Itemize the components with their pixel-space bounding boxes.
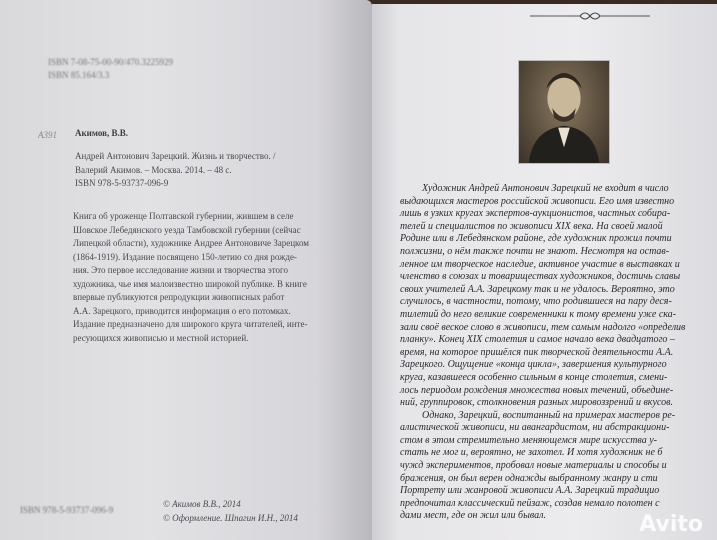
text-line: тилетий до него великие современники к тому времени уже ска- (400, 308, 677, 320)
text-line: Валерий Акимов. – Москва. 2014. – 48 с. (75, 164, 232, 175)
text-line: случилось, в частности, потому, что родившиеся на пару деся- (400, 296, 672, 308)
text-line: ресующихся живописью и местной историей. (73, 332, 249, 343)
artist-portrait-photo (518, 60, 610, 164)
text-line: своих учителей А.А. Зарецкому так и не удалось. Вероятно, это (400, 283, 675, 295)
bibliographic-record (75, 150, 276, 191)
text-line: планку». Конец XIX столетия и самое начало века двадцатого – (400, 334, 675, 346)
text-line: впервые публикуются репродукции живописных работ (73, 292, 285, 302)
text-line: предпочитал классический пейзаж, создав немало полотен с (400, 497, 660, 509)
annotation (73, 210, 309, 345)
text-line: ленное им творческое наследие, активное участие в выставках и (400, 258, 680, 270)
text-line: круга, казавшееся особенно сильным в конце столетия, смени- (400, 371, 668, 383)
text-line: Родине или в Лебедянском районе, где художник прожил почти (400, 233, 672, 245)
text-line: Книга об уроженце Полтавской губернии, жившем в селе (73, 211, 294, 221)
text-line: бражения, он был верен однажды выбранному жанру и сти (400, 472, 658, 484)
text-line: Липецкой области), художнике Андрее Антоновиче Зарецком (73, 238, 309, 248)
text-line: ISBN 978-5-93737-096-9 (75, 178, 169, 188)
text-line: Художник Андрей Антонович Зарецкий не входит в число (422, 183, 669, 194)
text-line: Портрету или жанровой живописи А.А. Зарецкий традицио (400, 485, 660, 497)
author: Акимов, В.В. (75, 128, 129, 138)
text-line: лось периодом рождения множества новых течений, объедине- (400, 384, 674, 396)
text-line: полжизни, о нём также почти не знают. Несмотря на остав- (400, 245, 670, 257)
isbn-blurred: ISBN 85.164/3.3 (48, 70, 110, 80)
text-line: (1864-1919). Издание посвящено 150-летию со дня рожде- (73, 251, 297, 262)
text-line: Зарецкого. Ощущение «конца цикла», завершения культурного (400, 359, 667, 371)
text-line: алистической живописи, ни авангардистом, ни абстракциони- (400, 422, 670, 434)
text-line: выдающихся мастеров российской живописи. Его имя известно (400, 195, 675, 207)
text-line: телей и специалистов по живописи XIX века. На своей малой (400, 220, 663, 232)
isbn-bottom: ISBN 978-5-93737-096-9 (20, 505, 114, 515)
copyright-2: © Оформление. Шпагин И.Н., 2014 (163, 513, 298, 523)
text-line: стом в этом стремительно меняющемся мире искусства у- (400, 434, 657, 446)
text-line: ний, группировок, столкновения разных мировоззрений и вкусов. (400, 397, 673, 409)
text-line: членство в союзах и товариществах художников, достичь славы (400, 271, 681, 283)
text-line: время, на которое пришёлся пик творческой деятельности А.А. (400, 346, 674, 358)
avito-watermark: Avito (639, 512, 703, 537)
catalog-index: А391 (38, 130, 57, 140)
body-text (400, 183, 712, 523)
text-line: Шовское Лебедянского уезда Тамбовской губернии (сейчас (73, 224, 301, 235)
isbn-blurred: ISBN 7-08-75-00-90/470.3225929 (48, 57, 173, 67)
text-line: А.А. Зарецкого, приводится информация о его потомках. (73, 305, 291, 316)
text-line: дами мест, где он жил или бывал. (400, 510, 546, 522)
ornament-divider (530, 10, 650, 22)
copyright-1: © Акимов В.В., 2014 (163, 499, 241, 509)
text-line: Однако, Зарецкий, воспитанный на примерах мастеров ре- (422, 409, 676, 421)
text-line: Издание предназначено для широкого круга читателей, инте- (73, 319, 308, 329)
text-line: художника, чье имя малоизвестно широкой публике. В книге (73, 278, 307, 289)
text-line: чужд экспериментов, пробовал новые материалы и способы и (400, 460, 667, 472)
text-line: зали своё веское слово в живописи, тем самым надолго «определив (400, 321, 686, 333)
text-line: стать не мог и, вероятно, не захотел. И хотя художник не б (400, 447, 663, 459)
text-line: лишь в узких кругах экспертов-аукционистов, частных собира- (400, 208, 671, 220)
text-line: ния. Это первое исследование жизни и творчества этого (73, 265, 289, 275)
text-line: Андрей Антонович Зарецкий. Жизнь и творчество. / (75, 151, 276, 161)
